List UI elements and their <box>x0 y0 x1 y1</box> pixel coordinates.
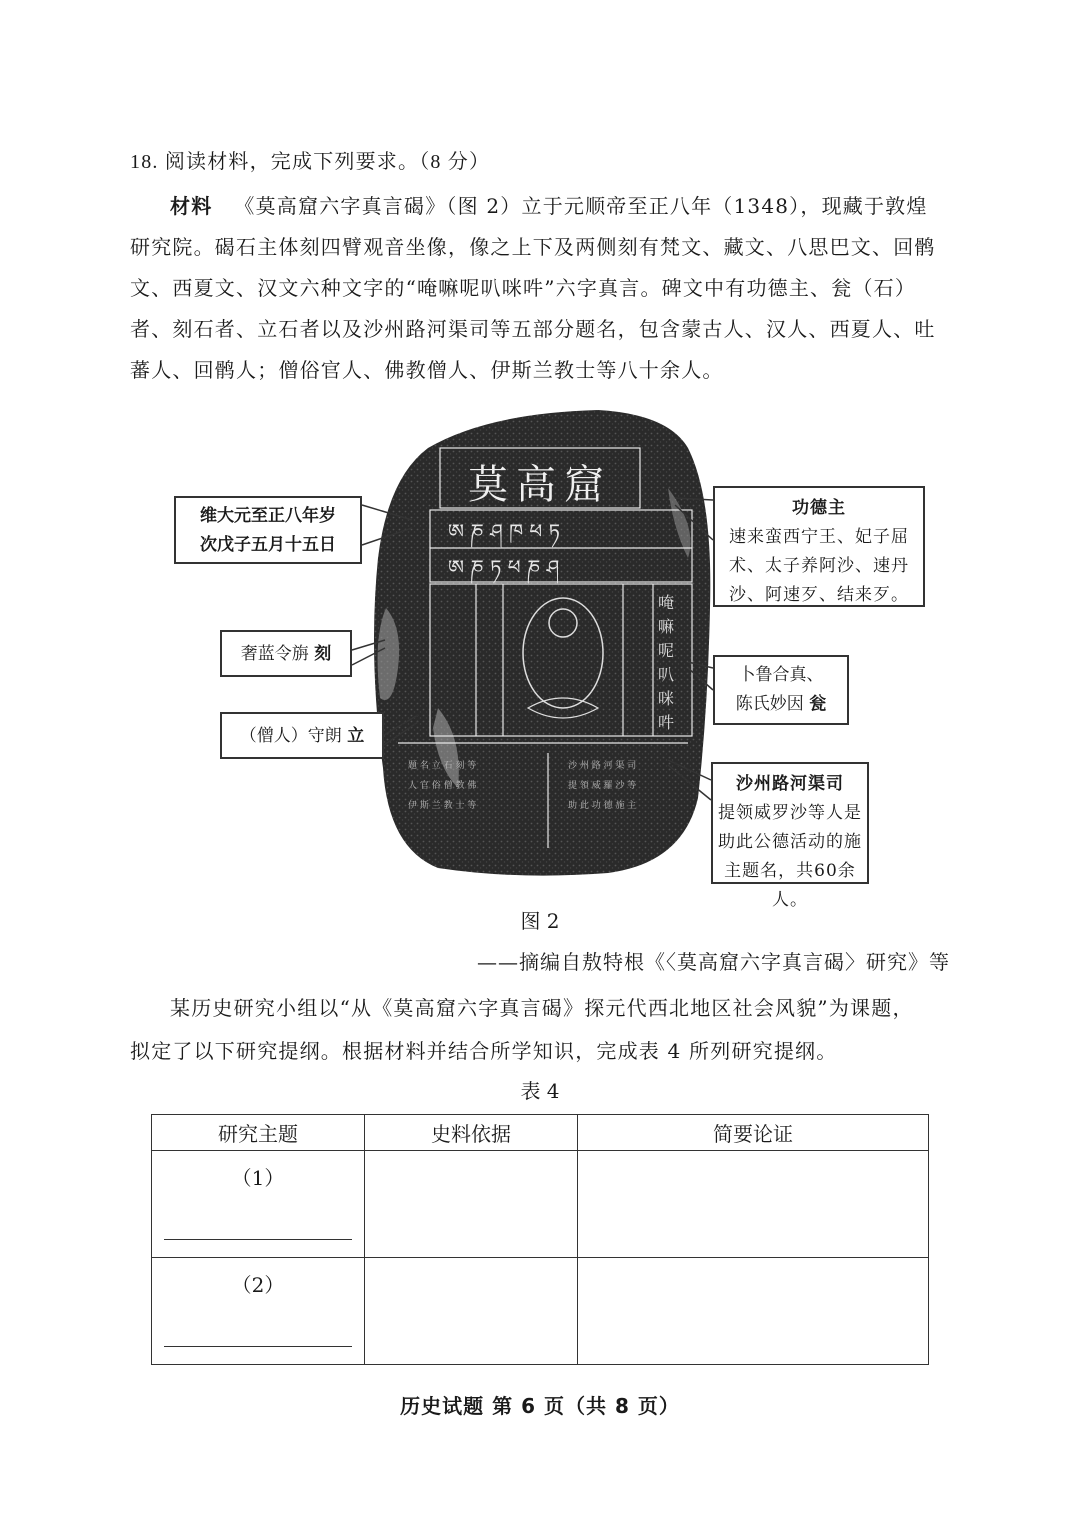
callout-erector <box>220 712 384 759</box>
canal-office-line: 提领威罗沙等人是 <box>718 803 862 823</box>
topic-number: （2） <box>231 1273 285 1297</box>
svg-text:人 官 俗 僧 教 佛: 人 官 俗 僧 教 佛 <box>408 781 477 791</box>
callout-date-line: 次戊子五月十五日 <box>200 535 336 555</box>
topic-cell[interactable] <box>152 1151 365 1258</box>
material-line: 文、西夏文、汉文六种文字的“唵嘛呢叭咪吽”六字真言。碑文中有功德主、瓮（石） <box>130 276 917 300</box>
figure-caption: 图 2 <box>520 909 560 933</box>
material-line: 蕃人、回鹘人；僧俗官人、佛教僧人、伊斯兰教士等八十余人。 <box>130 358 724 382</box>
chiseler-line: 陈氏妙因 <box>735 694 804 714</box>
canal-office-line: 助此公德活动的施 <box>718 832 862 852</box>
question-number: 18. <box>130 151 159 173</box>
svg-text:吽: 吽 <box>658 713 675 732</box>
figure-source: ——摘编自敖特根《〈莫高窟六字真言碣〉研究》等 <box>477 950 950 974</box>
chiseler-role: 瓮 <box>809 694 827 714</box>
svg-text:唵: 唵 <box>658 593 675 612</box>
argument-cell[interactable] <box>578 1151 929 1258</box>
carver-name: 奢蓝令旃 <box>240 644 309 664</box>
material-line: 《莫高窟六字真言碣》（图 2）立于元顺帝至正八年（1348），现藏于敦煌 <box>234 194 928 218</box>
question-instruction: 阅读材料，完成下列要求。（8 分） <box>164 151 491 173</box>
argument-cell[interactable] <box>578 1258 929 1365</box>
donor-title: 功德主 <box>792 498 846 518</box>
canal-office-line: 主题名，共60余人。 <box>724 861 856 910</box>
erector-role: 立 <box>347 726 365 746</box>
page-footer: 历史试题 第 6 页（共 8 页） <box>400 1394 680 1418</box>
svg-text:嘛: 嘛 <box>658 617 675 636</box>
task-line: 某历史研究小组以“从《莫高窟六字真言碣》探元代西北地区社会风貌”为课题， <box>170 996 914 1020</box>
table-row <box>152 1258 929 1365</box>
material-label: 材料 <box>170 194 213 218</box>
svg-text:助 此 功 德 施 主: 助 此 功 德 施 主 <box>568 801 637 811</box>
callout-donor <box>713 486 925 607</box>
table-header-row <box>152 1115 929 1151</box>
donor-line: 沙、阿速歹、结来歹。 <box>729 585 909 605</box>
task-paragraph <box>130 987 950 1073</box>
stele-title-text: 莫高窟 <box>468 462 612 508</box>
topic-number: （1） <box>231 1166 285 1190</box>
callout-date <box>174 496 362 564</box>
material-line: 研究院。碣石主体刻四臂观音坐像，像之上下及两侧刻有梵文、藏文、八思巴文、回鹘 <box>130 235 936 259</box>
material-line: 者、刻石者、立石者以及沙州路河渠司等五部分题名，包含蒙古人、汉人、西夏人、吐 <box>130 317 936 341</box>
header-argument: 简要论证 <box>578 1115 929 1151</box>
svg-text:伊 斯 兰 教 士 等: 伊 斯 兰 教 士 等 <box>408 801 477 811</box>
svg-text:題 名 立 石 刻 等: 題 名 立 石 刻 等 <box>408 761 477 771</box>
header-topic: 研究主题 <box>152 1115 365 1151</box>
donor-line: 术、太子养阿沙、速丹 <box>729 556 909 576</box>
callout-date-line: 维大元至正八年岁 <box>200 506 336 526</box>
evidence-cell[interactable] <box>365 1151 578 1258</box>
svg-text:沙 州 路 河 渠 司: 沙 州 路 河 渠 司 <box>568 761 637 771</box>
topic-answer-blank[interactable] <box>164 1346 352 1347</box>
table-row <box>152 1151 929 1258</box>
chiseler-line: 卜鲁合真、 <box>738 665 824 685</box>
table-caption: 表 4 <box>520 1079 560 1103</box>
topic-answer-blank[interactable] <box>164 1239 352 1240</box>
svg-text:提 領 威 羅 沙 等: 提 領 威 羅 沙 等 <box>568 781 637 791</box>
task-line: 拟定了以下研究提纲。根据材料并结合所学知识，完成表 4 所列研究提纲。 <box>130 1039 838 1063</box>
erector-name: （僧人）守朗 <box>239 726 342 746</box>
donor-line: 速来蛮西宁王、妃子屈 <box>729 527 909 547</box>
svg-text:ཨ ཎ ཤ ཁ ཕ ཏ: ཨ ཎ ཤ ཁ ཕ ཏ <box>448 519 560 543</box>
svg-text:叭: 叭 <box>658 665 675 684</box>
carver-role: 刻 <box>314 644 332 664</box>
svg-text:ཨ ཎ ཏ ཕ ཎ ཤ: ཨ ཎ ཏ ཕ ཎ ཤ <box>448 555 560 579</box>
svg-text:咪: 咪 <box>658 689 675 708</box>
callout-canal-office <box>711 762 869 910</box>
evidence-cell[interactable] <box>365 1258 578 1365</box>
header-evidence: 史料依据 <box>365 1115 578 1151</box>
topic-cell[interactable] <box>152 1258 365 1365</box>
svg-text:呢: 呢 <box>658 641 675 660</box>
canal-office-title: 沙州路河渠司 <box>736 774 844 794</box>
research-outline-table <box>151 1114 929 1365</box>
callout-carver <box>220 630 352 677</box>
callout-chiseler <box>713 655 849 725</box>
